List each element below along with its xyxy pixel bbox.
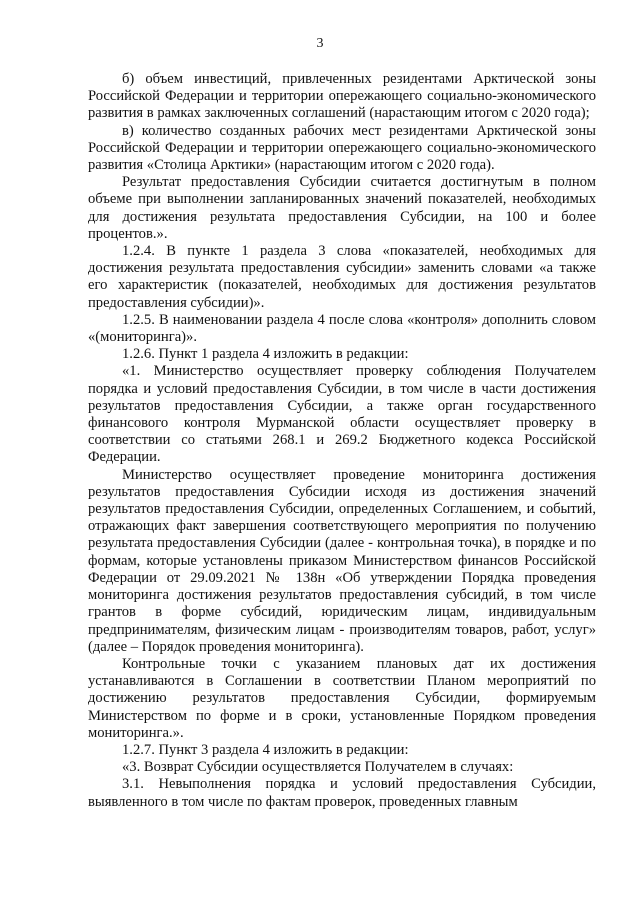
body-text xyxy=(88,71,596,811)
paragraph-1-2-5: 1.2.5. В наименовании раздела 4 после слова «контроля» дополнить словом «(мониторинга)». xyxy=(88,311,596,346)
paragraph-item-b: б) объем инвестиций, привлеченных резидентами Арктической зоны Российской Федерации и территории опережающего социально-экономического развития в рамках заключенных соглашений (нарастающим итогом с 2020 года); xyxy=(88,71,596,122)
paragraph-1-2-6: 1.2.6. Пункт 1 раздела 4 изложить в редакции: xyxy=(122,346,409,363)
paragraph-1-2-4: 1.2.4. В пункте 1 раздела 3 слова «показателей, необходимых для достижения результата предоставления субсидии» заменить словами «а также его характеристик (показателей, необходимых для достижения результатов предоставления субсидии)». xyxy=(88,243,596,311)
paragraph-monitoring: Министерство осуществляет проведение мониторинга достижения результатов предоставления Субсидии исходя из достижения значений результатов предоставления Субсидии, определенных Соглашением, и событий, отражающих факт завершения соответствующего мероприятия по получению результата предоставления Субсидии (далее - контрольная точка), в порядке и по формам, которые установлены приказом Министерством финансов Российской Федерации от 29.09.2021 № 138н «Об утверждении Порядка проведения мониторинга достижения результатов предоставления субсидий, в том числе грантов в форме субсидий, юридическим лицам, индивидуальным предпринимателям, физическим лицам - производителям товаров, работ, услуг» (далее – Порядок проведения мониторинга). xyxy=(88,466,596,655)
paragraph-section4-point3: «3. Возврат Субсидии осуществляется Получателем в случаях: xyxy=(122,759,514,776)
paragraph-1-2-7: 1.2.7. Пункт 3 раздела 4 изложить в редакции: xyxy=(122,741,409,758)
page-number: 3 xyxy=(316,36,324,51)
paragraph-control-points: Контрольные точки с указанием плановых дат их достижения устанавливаются в Соглашении в соответствии Планом мероприятий по достижению результатов предоставления Субсидии, формируемым Министерством по форме и в сроки, установленные Порядком проведения мониторинга.». xyxy=(88,655,596,741)
paragraph-3-1: 3.1. Невыполнения порядка и условий предоставления Субсидии, выявленного в том числе по фактам проверок, проведенных главным xyxy=(88,776,596,810)
paragraph-section4-point1: «1. Министерство осуществляет проверку соблюдения Получателем порядка и условий предоставления Субсидии, в том числе в части достижения результатов предоставления Субсидии, а также орган государственного финансового контроля Мурманской области осуществляет проверку в соответствии со статьями 268.1 и 269.2 Бюджетного кодекса Российской Федерации. xyxy=(88,363,596,466)
paragraph-result-achieved: Результат предоставления Субсидии считается достигнутым в полном объеме при выполнении запланированных значений показателей, необходимых для достижения результата предоставления Субсидии, на 100 и более процентов.». xyxy=(88,174,596,242)
paragraph-item-v: в) количество созданных рабочих мест резидентами Арктической зоны Российской Федерации и территории опережающего социально-экономического развития «Столица Арктики» (нарастающим итогом с 2020 года). xyxy=(88,122,596,174)
